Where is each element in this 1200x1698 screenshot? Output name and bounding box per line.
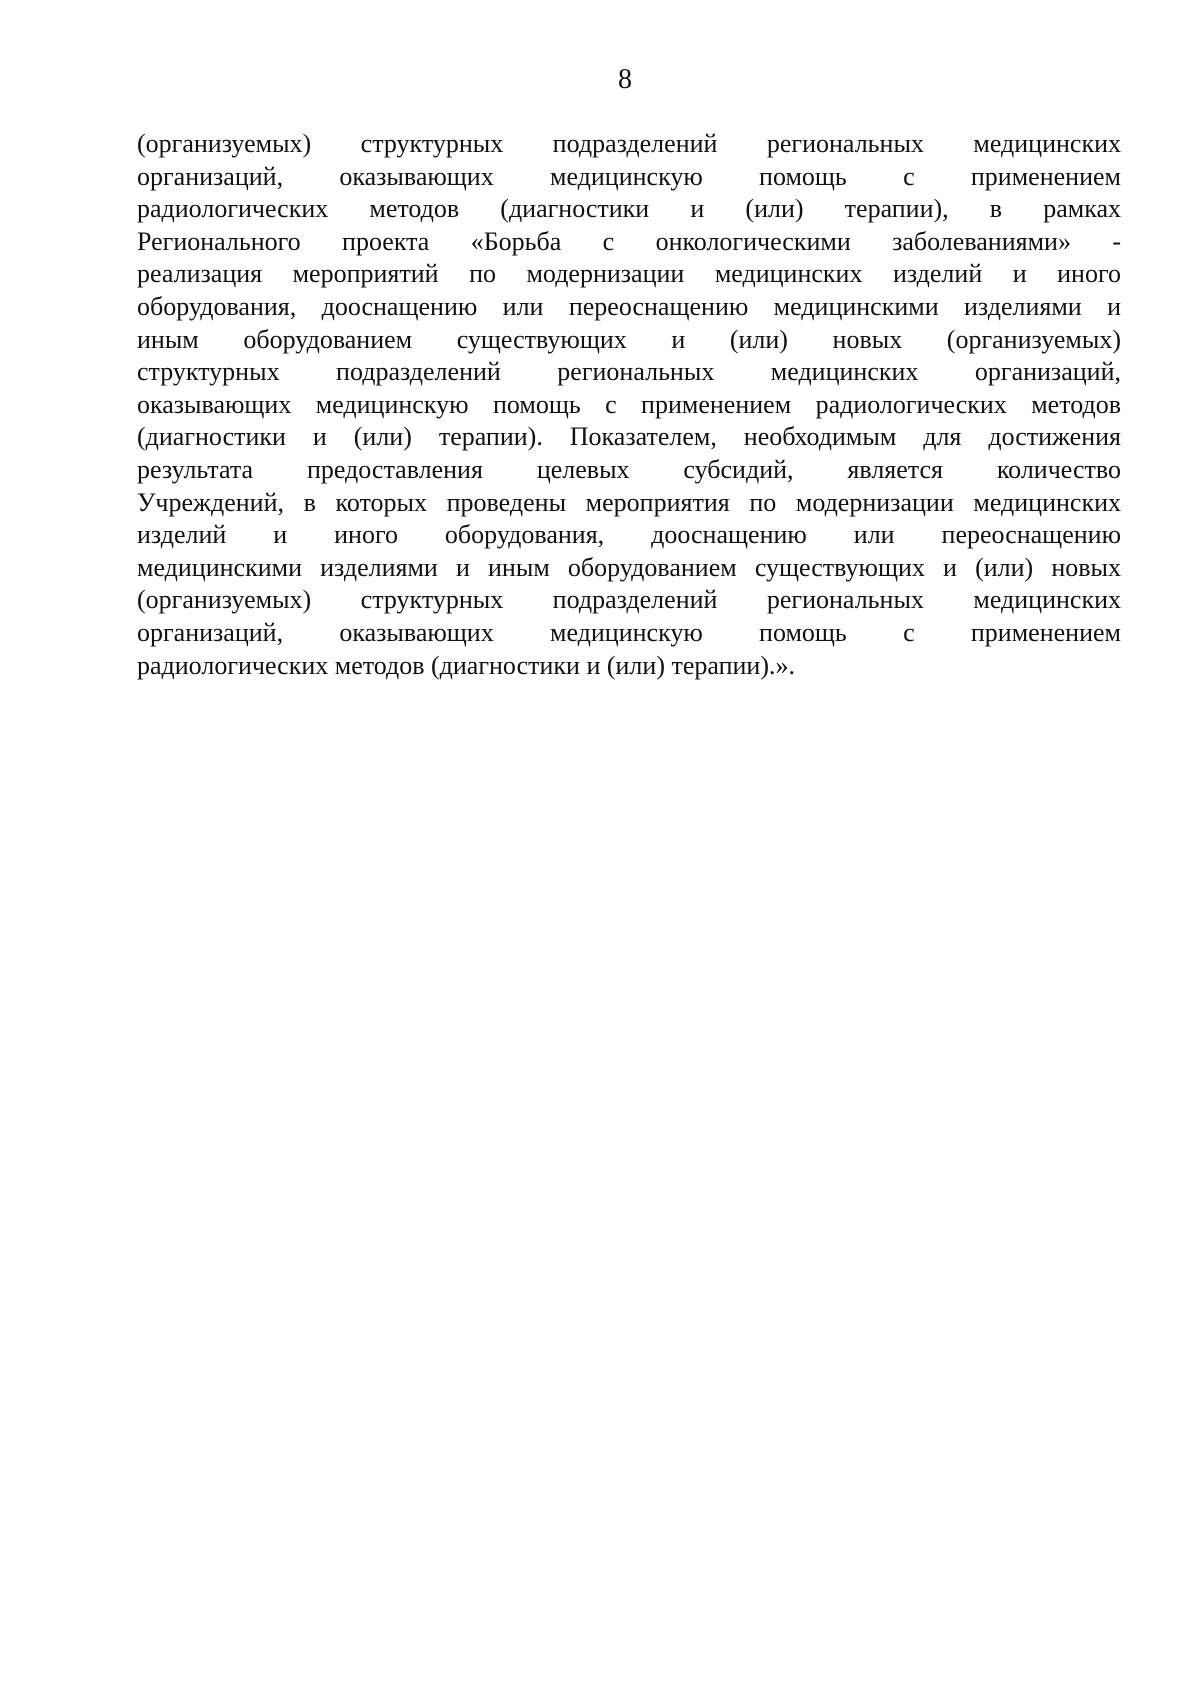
text-line: реализация мероприятий по модернизации медицинских изделий и иного [137, 259, 1121, 289]
text-line: (организуемых) структурных подразделений региональных медицинских [137, 585, 1121, 615]
text-line: Регионального проекта «Борьба с онкологическими заболеваниями» - [137, 226, 1121, 256]
text-line: результата предоставления целевых субсидий, является количество [137, 454, 1121, 484]
text-line: организаций, оказывающих медицинскую помощь с применением [137, 161, 1121, 191]
page-number: 8 [618, 64, 632, 95]
text-line: (организуемых) структурных подразделений региональных медицинских [137, 129, 1121, 158]
text-line: оказывающих медицинскую помощь с применением радиологических методов [137, 389, 1121, 419]
text-line: иным оборудованием существующих и (или) новых (организуемых) [137, 324, 1121, 354]
text-line: Учреждений, в которых проведены мероприятия по модернизации медицинских [137, 487, 1121, 517]
text-line: изделий и иного оборудования, дооснащению или переоснащению [137, 520, 1121, 550]
text-line: структурных подразделений региональных медицинских организаций, [137, 357, 1121, 387]
text-line: радиологических методов (диагностики и (или) терапии), в рамках [137, 194, 1121, 224]
text-line: (диагностики и (или) терапии). Показателем, необходимым для достижения [137, 422, 1121, 452]
text-line: медицинскими изделиями и иным оборудованием существующих и (или) новых [137, 552, 1121, 582]
text-line: оборудования, дооснащению или переоснащению медицинскими изделиями и [137, 291, 1121, 321]
text-line: радиологических методов (диагностики и (или) терапии).». [137, 650, 795, 680]
body-paragraph [137, 128, 1121, 682]
text-line: организаций, оказывающих медицинскую помощь с применением [137, 617, 1121, 647]
